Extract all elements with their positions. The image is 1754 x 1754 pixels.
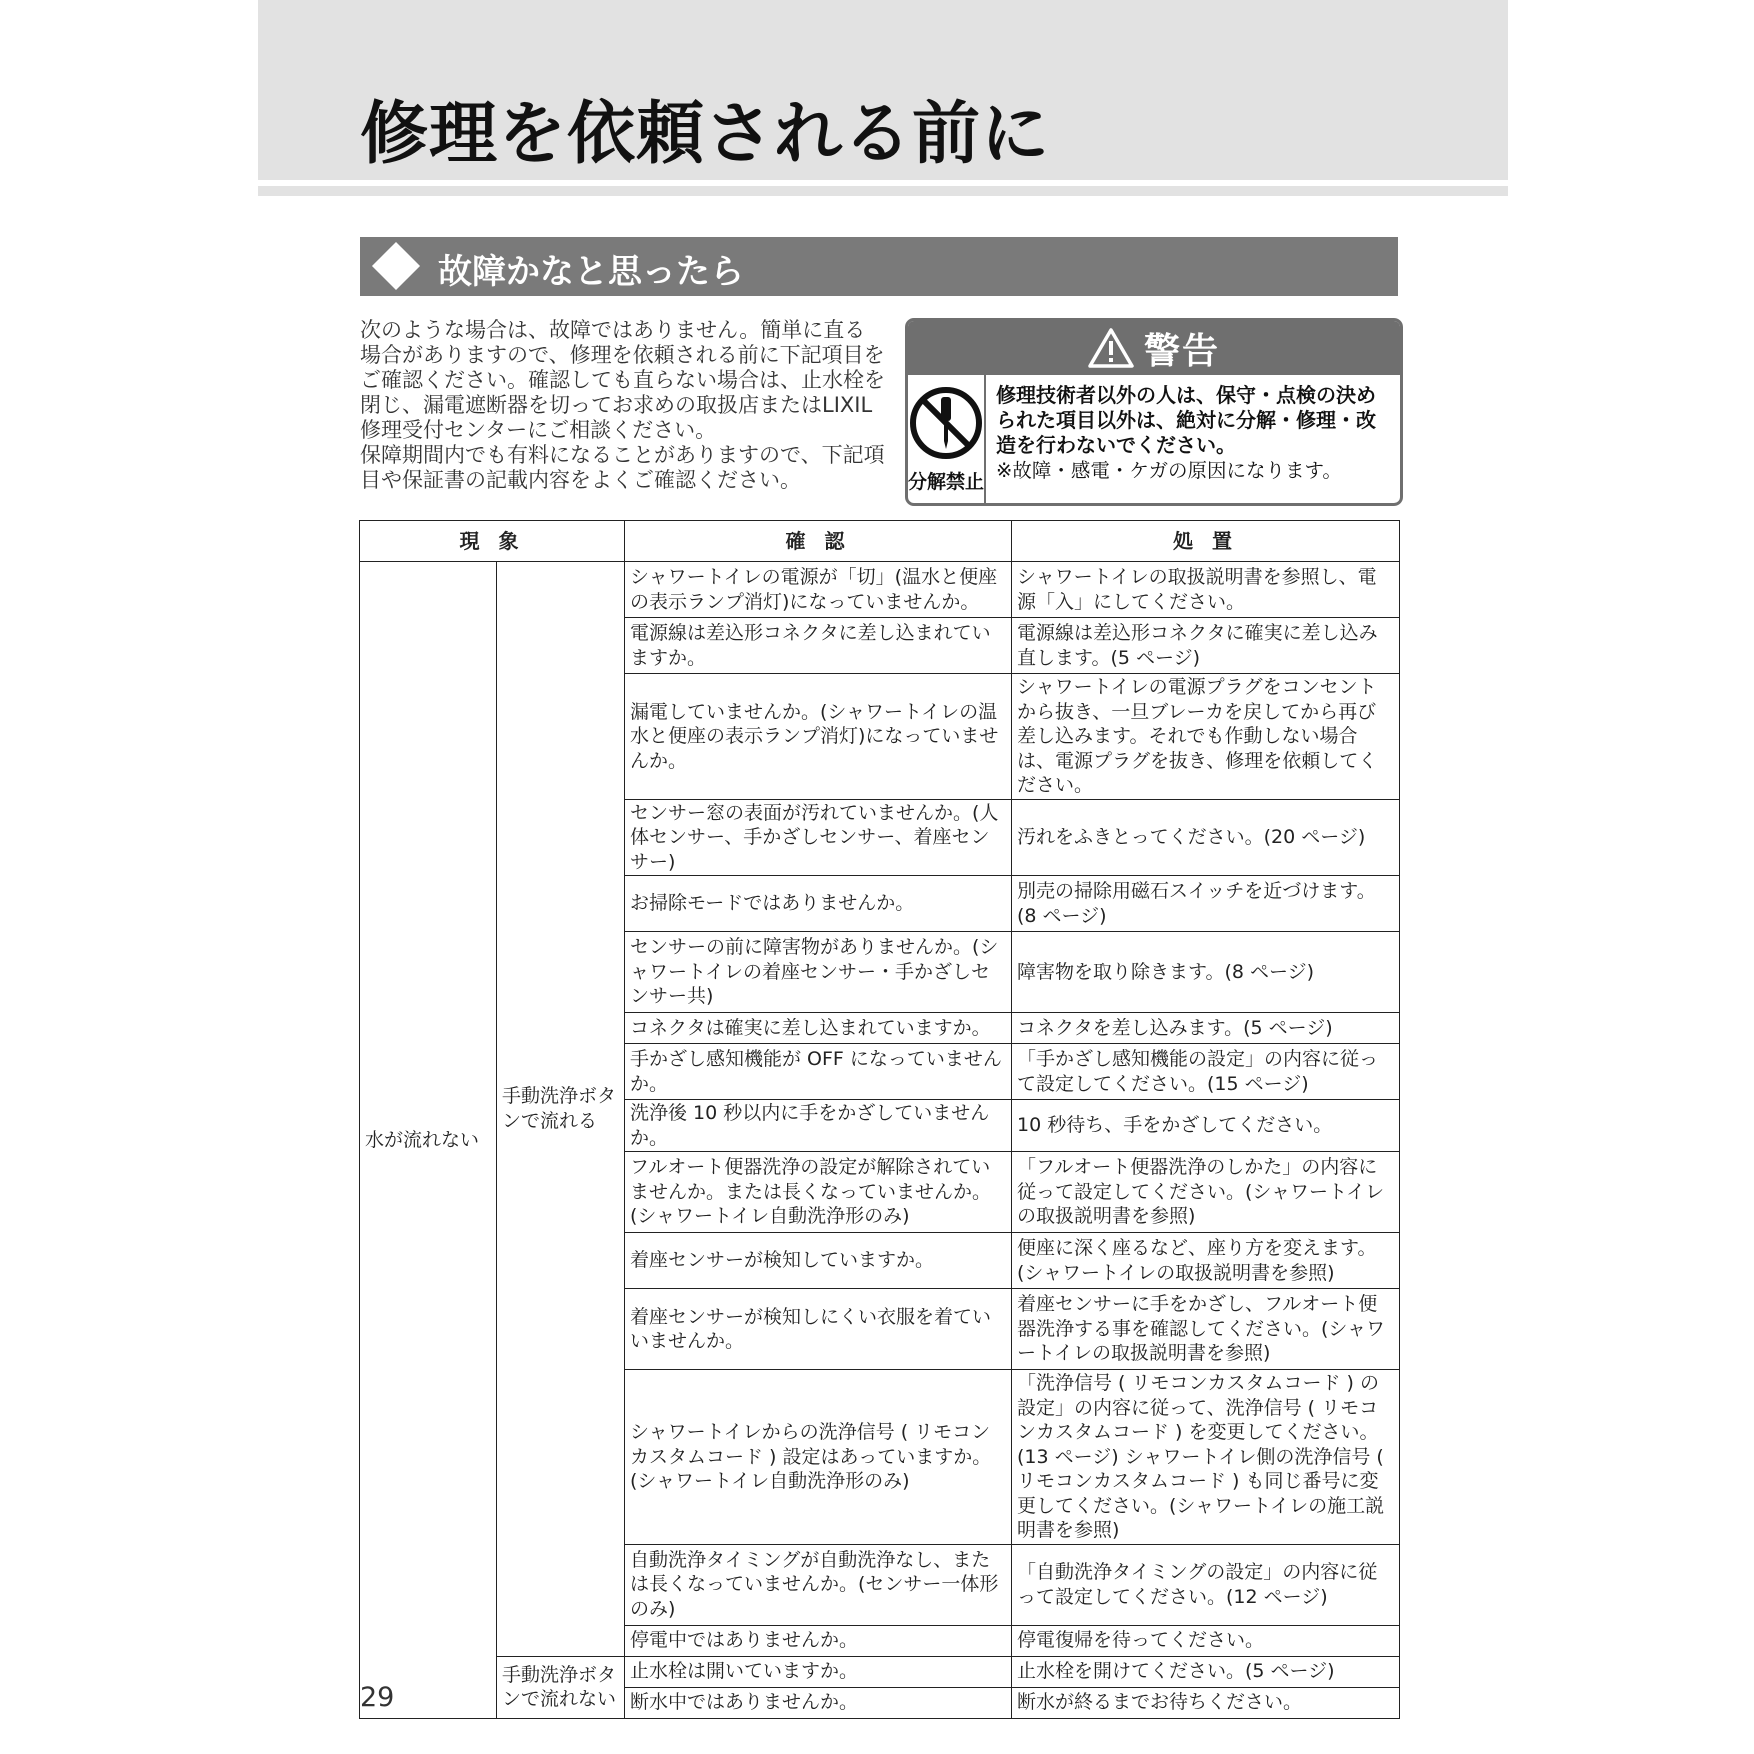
check-cell: 断水中ではありませんか。 <box>625 1687 1012 1718</box>
action-cell: 便座に深く座るなど、座り方を変えます。(シャワートイレの取扱説明書を参照) <box>1012 1233 1400 1289</box>
header-stripe <box>258 186 1508 196</box>
table-row <box>360 562 1400 618</box>
action-cell: 別売の掃除用磁石スイッチを近づけます。(8 ページ) <box>1012 876 1400 932</box>
check-cell: 自動洗浄タイミングが自動洗浄なし、または長くなっていませんか。(センサー一体形のみ) <box>625 1544 1012 1625</box>
check-cell: 止水栓は開いていますか。 <box>625 1656 1012 1687</box>
check-cell: コネクタは確実に差し込まれていますか。 <box>625 1013 1012 1044</box>
check-cell: センサーの前に障害物がありませんか。(シャワートイレの着座センサー・手かざしセンサー共) <box>625 932 1012 1013</box>
action-cell: 「洗浄信号 ( リモコンカスタムコード ) の設定」の内容に従って、洗浄信号 ( リモコンカスタムコード ) を変更してください。(13 ページ) シャワートイレ側の洗浄信号 ( リモコンカスタムコード ) も同じ番号に変更してください。(シャワートイレの施工説明書を参照) <box>1012 1370 1400 1545</box>
action-cell: 10 秒待ち、手をかざしてください。 <box>1012 1100 1400 1152</box>
check-cell: 停電中ではありませんか。 <box>625 1625 1012 1656</box>
warning-header <box>908 321 1400 375</box>
check-cell: 着座センサーが検知していますか。 <box>625 1233 1012 1289</box>
check-cell: 着座センサーが検知しにくい衣服を着ていいませんか。 <box>625 1289 1012 1370</box>
warning-body <box>908 375 1400 503</box>
action-cell: 「自動洗浄タイミングの設定」の内容に従って設定してください。(12 ページ) <box>1012 1544 1400 1625</box>
intro-paragraph-1: 次のような場合は、故障ではありません。簡単に直る場合がありますので、修理を依頼される前に下記項目をご確認ください。確認しても直らない場合は、止水栓を閉じ、漏電遮断器を切ってお求めの取扱店またはLIXIL 修理受付センターにご相談ください。 <box>360 318 885 442</box>
check-cell: 洗浄後 10 秒以内に手をかざしていませんか。 <box>625 1100 1012 1152</box>
check-cell: 漏電していませんか。(シャワートイレの温水と便座の表示ランプ消灯)になっていませんか。 <box>625 674 1012 800</box>
action-cell: シャワートイレの電源プラグをコンセントから抜き、一旦ブレーカを戻してから再び差し込みます。それでも作動しない場合は、電源プラグを抜き、修理を依頼してください。 <box>1012 674 1400 800</box>
warning-note: ※故障・感電・ケガの原因になります。 <box>996 459 1342 482</box>
check-cell: シャワートイレからの洗浄信号 ( リモコンカスタムコード ) 設定はあっていますか。(シャワートイレ自動洗浄形のみ) <box>625 1370 1012 1545</box>
warning-title: 警告 <box>1143 330 1220 372</box>
page-title: 修理を依頼される前に <box>360 95 1051 174</box>
action-cell: 障害物を取り除きます。(8 ページ) <box>1012 932 1400 1013</box>
table-row <box>360 1656 1400 1687</box>
action-cell: シャワートイレの取扱説明書を参照し、電源「入」にしてください。 <box>1012 562 1400 618</box>
action-cell: 汚れをふきとってください。(20 ページ) <box>1012 799 1400 876</box>
check-cell: シャワートイレの電源が「切」(温水と便座の表示ランプ消灯)になっていませんか。 <box>625 562 1012 618</box>
intro-text <box>360 318 885 493</box>
check-cell: 手かざし感知機能が OFF になっていませんか。 <box>625 1044 1012 1100</box>
check-cell: センサー窓の表面が汚れていませんか。(人体センサー、手かざしセンサー、着座センサー) <box>625 799 1012 876</box>
trouble-table <box>359 520 1400 1719</box>
phenomenon-cell: 水が流れない <box>360 562 497 1719</box>
action-cell: 「手かざし感知機能の設定」の内容に従って設定してください。(15 ページ) <box>1012 1044 1400 1100</box>
header-phenomenon: 現 象 <box>360 521 625 562</box>
action-cell: 止水栓を開けてください。(5 ページ) <box>1012 1656 1400 1687</box>
action-cell: 「フルオート便器洗浄のしかた」の内容に従って設定してください。(シャワートイレの取扱説明書を参照) <box>1012 1152 1400 1233</box>
warning-text <box>986 375 1400 503</box>
header-action: 処 置 <box>1012 521 1400 562</box>
action-cell: 停電復帰を待ってください。 <box>1012 1625 1400 1656</box>
intro-paragraph-2: 保障期間内でも有料になることがありますので、下記項目や保証書の記載内容をよくご確認ください。 <box>360 443 885 492</box>
action-cell: 着座センサーに手をかざし、フルオート便器洗浄する事を確認してください。(シャワートイレの取扱説明書を参照) <box>1012 1289 1400 1370</box>
action-cell: 断水が終るまでお待ちください。 <box>1012 1687 1400 1718</box>
prohibit-label: 分解禁止 <box>908 471 985 493</box>
warning-triangle-icon <box>1088 327 1134 369</box>
action-cell: 電源線は差込形コネクタに確実に差し込み直します。(5 ページ) <box>1012 618 1400 674</box>
group-cell-2: 手動洗浄ボタンで流れない <box>497 1656 625 1718</box>
check-cell: お掃除モードではありませんか。 <box>625 876 1012 932</box>
header-check: 確 認 <box>625 521 1012 562</box>
action-cell: コネクタを差し込みます。(5 ページ) <box>1012 1013 1400 1044</box>
table-header-row <box>360 521 1400 562</box>
prohibit-column <box>908 375 986 503</box>
no-disassembly-icon <box>908 385 984 461</box>
group-cell-1: 手動洗浄ボタンで流れる <box>497 562 625 1657</box>
check-cell: フルオート便器洗浄の設定が解除されていませんか。または長くなっていませんか。(シャワートイレ自動洗浄形のみ) <box>625 1152 1012 1233</box>
check-cell: 電源線は差込形コネクタに差し込まれていますか。 <box>625 618 1012 674</box>
page-number: 29 <box>360 1682 395 1713</box>
section-title: 故障かなと思ったら <box>438 252 744 292</box>
warning-main-text: 修理技術者以外の人は、保守・点検の決められた項目以外は、絶対に分解・修理・改造を行わないでください。 <box>996 383 1377 457</box>
warning-box <box>905 318 1403 506</box>
